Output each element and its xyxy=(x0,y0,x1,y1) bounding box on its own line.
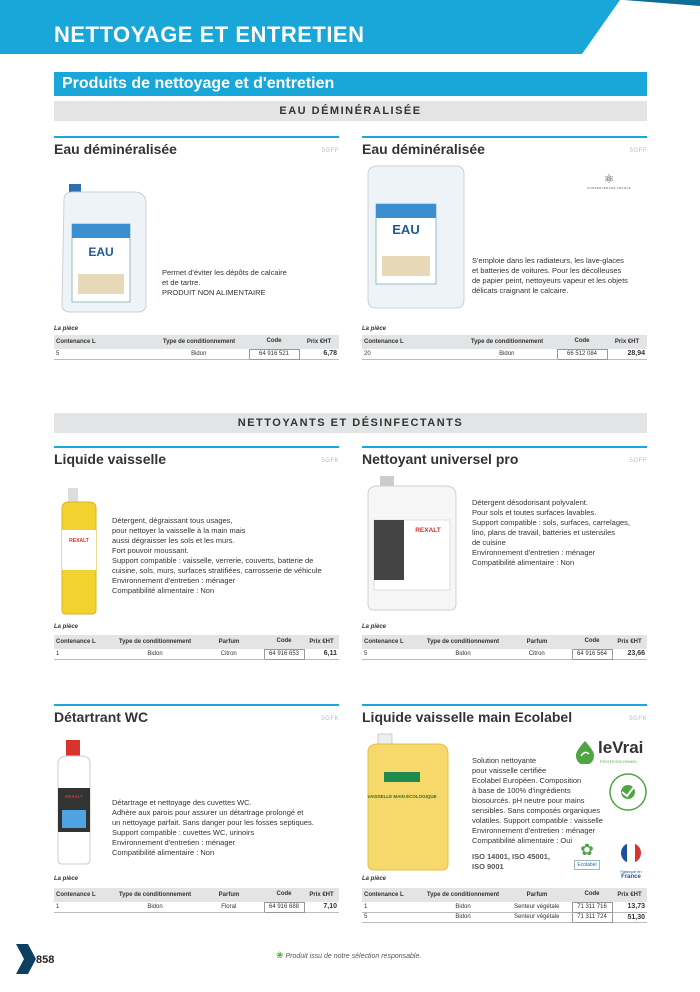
product-header xyxy=(54,136,339,158)
product-ref: 5GFK xyxy=(629,716,647,722)
page-title: NETTOYAGE ET ENTRETIEN xyxy=(54,22,365,47)
image-label: EAU xyxy=(392,222,420,237)
product-title: Liquide vaisselle xyxy=(54,451,167,467)
ecolabel-logo: ✿ Ecolabel xyxy=(574,842,600,874)
table-row: 5 Bidon Citron 64 916 564 23,66 xyxy=(364,650,645,658)
brand-logo: ⚛ CONSERVERAGE FRANCE xyxy=(586,172,632,190)
price-table xyxy=(54,635,339,660)
table-row: 1 Bidon Senteur végétale 71 311 716 13,73 xyxy=(364,903,645,911)
price-table xyxy=(54,335,339,360)
product-eau-demineralisee-20l xyxy=(362,136,647,366)
unit-label: La pièce xyxy=(362,326,387,332)
page-number-marker xyxy=(16,942,55,981)
image-label: REXALT xyxy=(69,538,89,544)
unit-label: La pièce xyxy=(362,876,387,882)
product-description: S'emploie dans les radiateurs, les lave-glaces et batteries de voitures. Pour les décolleuses de papier peint, nettoyeurs vapeur et les objets délicats craignant le calcaire. xyxy=(472,256,628,295)
section-title: Produits de nettoyage et d'entretien xyxy=(54,72,647,96)
product-description: Solution nettoyante pour vaisselle certifiée Ecolabel Européen. Composition à base de 100% d'ingrédients biosourcés. pH neutre pour mains sensibles. Sans composés organiques volatiles. Support compatible : vaisselle Environnement d'entretien : ménager Compatibilité alimentaire : Oui xyxy=(472,756,603,845)
product-ref: 5GFF xyxy=(629,148,647,154)
product-image-water-drum xyxy=(362,160,468,310)
product-ref: 5GFF xyxy=(321,148,339,154)
product-header xyxy=(362,136,647,158)
table-header-row: Contenance L Type de conditionnement Code Prix €HT xyxy=(54,335,339,349)
france-flag-icon xyxy=(619,842,643,864)
product-description: Détergent désodorisant polyvalent. Pour sols et toutes surfaces lavables. Support compatible : sols, surfaces, carrelages, lino, plans de travail, batteries et ustensiles de cuisine Environnement d'entretien : ménager Compatibilité alimentaire : Non xyxy=(472,498,630,567)
levrai-logo: leVrai PROFESSIONNEL xyxy=(574,738,648,768)
product-ref: 5GFK xyxy=(321,716,339,722)
unit-label: La pièce xyxy=(54,624,79,630)
product-nettoyant-universel-pro xyxy=(362,446,647,666)
footer-note: ❀ Produit issu de notre sélection responsable. xyxy=(276,950,422,960)
image-label: REXALT xyxy=(415,527,441,534)
price-table xyxy=(362,888,647,923)
price-table xyxy=(362,335,647,360)
product-liquide-vaisselle xyxy=(54,446,339,666)
table-row: 5 Bidon Senteur végétale 71 311 724 51,30 xyxy=(364,913,645,921)
product-header xyxy=(362,446,647,468)
product-description: Détartrage et nettoyage des cuvettes WC. Adhère aux parois pour assurer un détartrage prolongé et un nettoyage parfait. Sans danger pour les fosses septiques. Support compatible : cuvettes WC, urinoirs Environnement d'entretien : ménager Compatibilité alimentaire : Non xyxy=(112,798,314,857)
product-liquide-vaisselle-ecolabel xyxy=(362,704,647,936)
price-table xyxy=(362,635,647,660)
product-ref: 5GFK xyxy=(321,458,339,464)
image-label: VAISSELLE MAIN ÉCOLOGIQUE xyxy=(367,794,437,799)
category-bar-eau: EAU DÉMINÉRALISÉE xyxy=(54,101,647,121)
image-label: EAU xyxy=(88,245,114,259)
product-ref: 5GFF xyxy=(629,458,647,464)
price-table xyxy=(54,888,339,913)
product-description: Détergent, dégraissant tous usages, pour nettoyer la vaisselle à la main mais aussi dégraisser les sols et les murs. Fort pouvoir moussant. Support compatible : vaisselle, verrerie, couverts, batterie de cuisine, sols, murs, surfaces stratifiées, carrosserie de véhicule Environnement d'entretien : ménager Compatibilité alimentaire : Non xyxy=(112,516,322,595)
brand-emblem-icon: ⚛ xyxy=(603,172,615,186)
table-header-row: Contenance L Type de conditionnement Parfum Code Prix €HT xyxy=(362,888,647,902)
selection-responsable-badge xyxy=(608,772,648,812)
table-header-row: Contenance L Type de conditionnement Code Prix €HT xyxy=(362,335,647,349)
product-header xyxy=(54,446,339,468)
product-title: Eau déminéralisée xyxy=(362,141,485,157)
unit-label: La pièce xyxy=(54,326,79,332)
product-title: Liquide vaisselle main Ecolabel xyxy=(362,709,573,725)
page-arrow-icon xyxy=(16,942,36,976)
product-image-eco-jug xyxy=(362,732,454,872)
unit-label: La pièce xyxy=(54,876,79,882)
product-title: Détartrant WC xyxy=(54,709,149,725)
product-title: Eau déminéralisée xyxy=(54,141,177,157)
product-header xyxy=(54,704,339,726)
product-image-wc-bottle xyxy=(54,738,94,866)
iso-certifications: ISO 14001, ISO 45001, ISO 9001 xyxy=(472,852,550,871)
category-bar-nettoyants: NETTOYANTS ET DÉSINFECTANTS xyxy=(54,413,647,433)
table-row: 5 Bidon 64 916 521 6,78 xyxy=(56,350,337,358)
image-label: REXALT xyxy=(65,794,83,799)
fabrique-en-france-logo: Fabriqué en France xyxy=(614,842,648,876)
responsible-badge-icon xyxy=(608,772,648,812)
table-header-row: Contenance L Type de conditionnement Parfum Code Prix €HT xyxy=(362,635,647,649)
table-row: 1 Bidon Floral 64 916 688 7,10 xyxy=(56,903,337,911)
product-detartrant-wc xyxy=(54,704,339,924)
ecolabel-flower-icon: ✿ xyxy=(580,842,594,859)
table-header-row: Contenance L Type de conditionnement Parfum Code Prix €HT xyxy=(54,635,339,649)
page-number: 858 xyxy=(36,954,55,966)
product-image-water-jug xyxy=(54,174,154,314)
product-title: Nettoyant universel pro xyxy=(362,451,519,467)
unit-label: La pièce xyxy=(362,624,387,630)
product-image-white-jug xyxy=(362,472,462,612)
table-row: 20 Bidon 66 512 084 28,94 xyxy=(364,350,645,358)
product-header xyxy=(362,704,647,726)
table-row: 1 Bidon Citron 64 916 653 6,11 xyxy=(56,650,337,658)
product-description: Permet d'éviter les dépôts de calcaire et de tartre. PRODUIT NON ALIMENTAIRE xyxy=(162,268,287,297)
product-eau-demineralisee-5l xyxy=(54,136,339,366)
table-header-row: Contenance L Type de conditionnement Parfum Code Prix €HT xyxy=(54,888,339,902)
responsible-leaf-icon: ❀ xyxy=(276,950,284,960)
product-image-yellow-bottle xyxy=(54,486,104,616)
page-banner xyxy=(0,0,700,60)
